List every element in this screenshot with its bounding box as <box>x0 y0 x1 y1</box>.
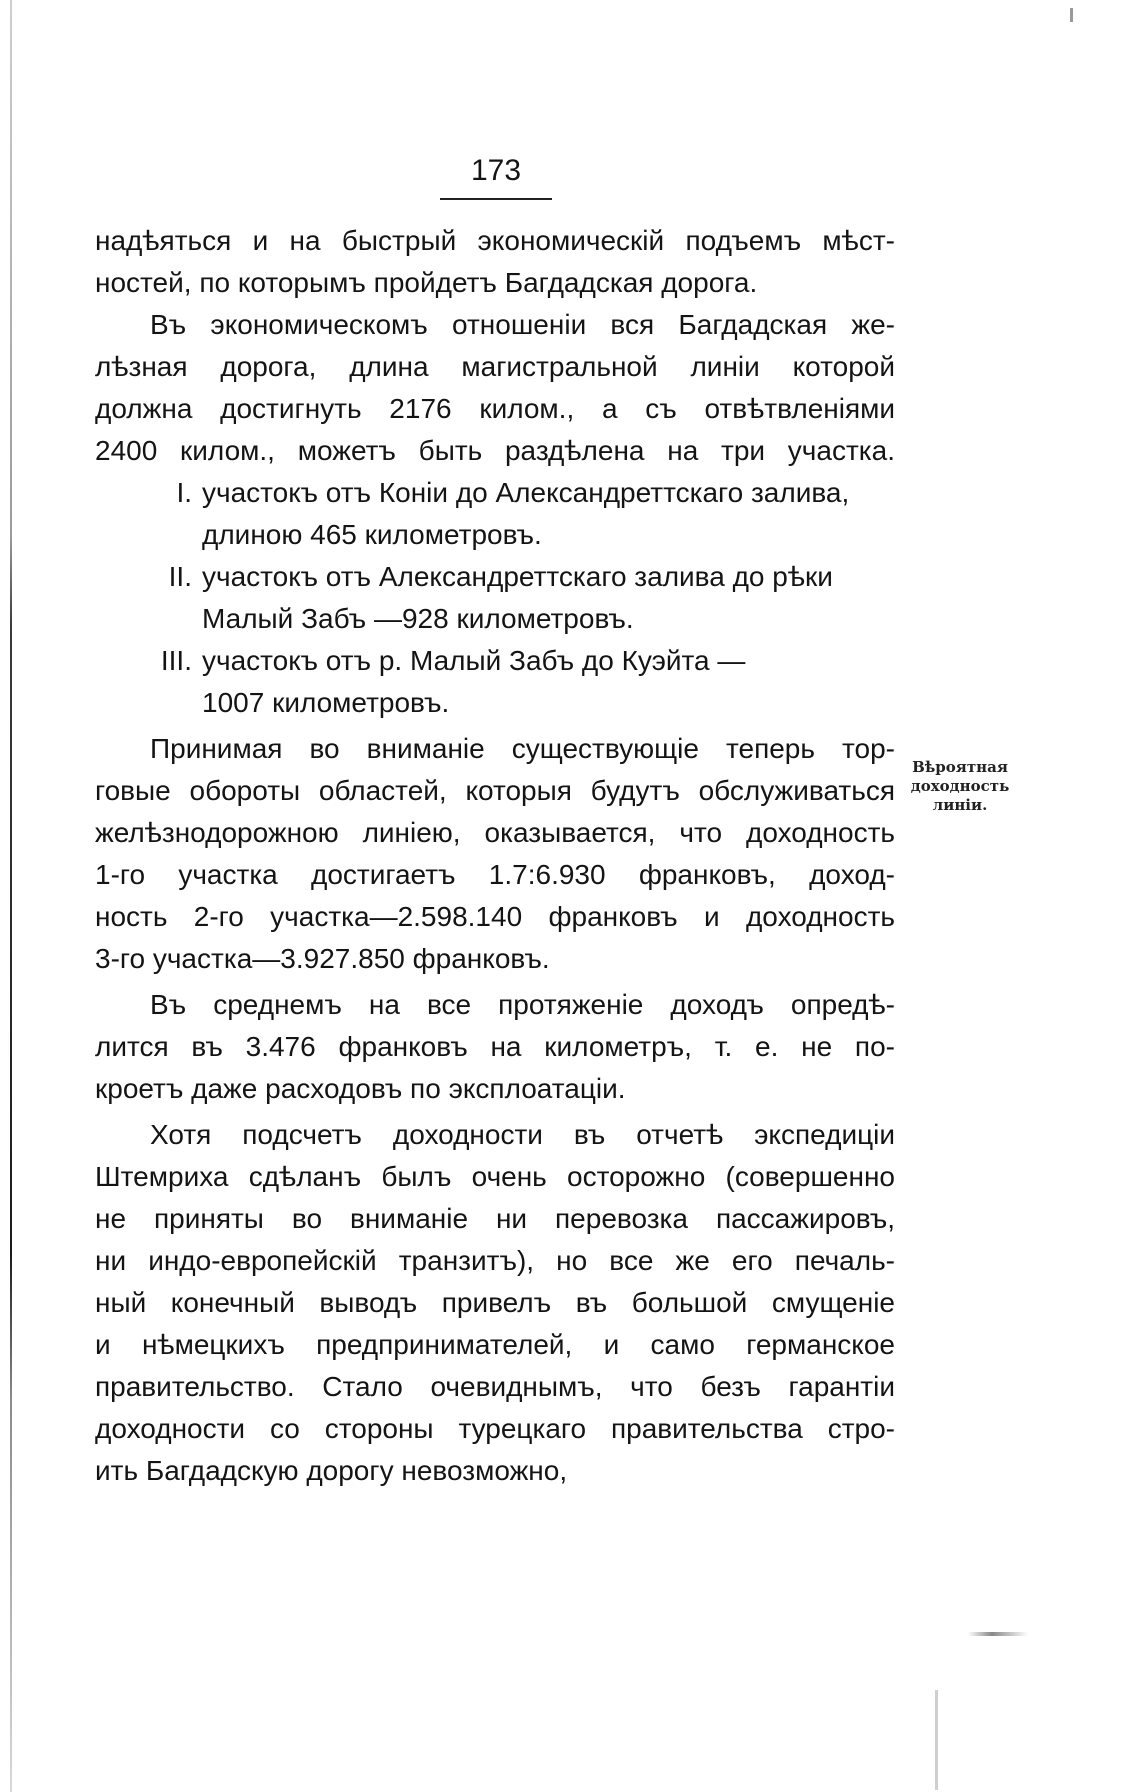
text-line: Малый Забъ —928 километровъ. <box>202 603 634 634</box>
margin-note <box>900 758 1020 815</box>
text-line: ни индо-европейскій транзитъ), но все же его печаль- <box>95 1245 895 1276</box>
scan-mark <box>1070 8 1073 22</box>
text-line: ностей, по которымъ пройдетъ Багдадская дорога. <box>95 267 758 298</box>
text-line: говые обороты областей, которыя будутъ обслуживаться <box>95 775 895 806</box>
text-line: Въ среднемъ на все протяженіе доходъ опредѣ- <box>150 989 895 1020</box>
margin-note-line: доходность <box>910 777 1010 795</box>
text-line: ный конечный выводъ привелъ въ большой смущеніе <box>95 1287 895 1318</box>
list-text: участокъ отъ Коніи до Александреттскаго залива, <box>202 477 850 508</box>
text-line: желѣзнодорожною линіею, оказывается, что доходность <box>95 817 895 848</box>
page-number-rule <box>440 198 552 200</box>
text-line: длиною 465 километровъ. <box>202 519 542 550</box>
text-line: 3-го участка—3.927.850 франковъ. <box>95 943 550 974</box>
scan-left-edge <box>10 0 12 1792</box>
list-item-1 <box>150 472 895 514</box>
text-line: лится въ 3.476 франковъ на километръ, т. е. не по- <box>95 1031 895 1062</box>
scan-smudge-vertical <box>935 1690 938 1790</box>
text-line: ность 2-го участка—2.598.140 франковъ и доходность <box>95 901 895 932</box>
text-line: 1007 километровъ. <box>202 687 450 718</box>
text-line: должна достигнуть 2176 килом., а съ отвѣтвленіями <box>95 393 895 424</box>
text-line: Штемриха сдѣланъ былъ очень осторожно (совершенно <box>95 1161 895 1192</box>
text-line: 2400 килом., можетъ быть раздѣлена на три участка. <box>95 435 895 466</box>
list-item-2 <box>150 556 895 598</box>
text-line: правительство. Стало очевиднымъ, что безъ гарантіи <box>95 1371 895 1402</box>
text-line: кроетъ даже расходовъ по эксплоатаціи. <box>95 1073 626 1104</box>
text-line: надѣяться и на быстрый экономическій подъемъ мѣст- <box>95 225 895 256</box>
scan-smudge <box>968 1632 1028 1636</box>
text-line: не приняты во вниманіе ни перевозка пассажировъ, <box>95 1203 895 1234</box>
text-line: Хотя подсчетъ доходности въ отчетѣ экспедиціи <box>150 1119 895 1150</box>
list-number: I. <box>176 477 192 508</box>
text-line: Принимая во вниманіе существующіе теперь тор- <box>150 733 895 764</box>
list-number: III. <box>160 645 192 676</box>
text-line: лѣзная дорога, длина магистральной линіи которой <box>95 351 895 382</box>
text-line: доходности со стороны турецкаго правительства стро- <box>95 1413 895 1444</box>
list-text: участокъ отъ р. Малый Забъ до Куэйта — <box>202 645 746 676</box>
margin-note-line: линіи. <box>932 796 988 814</box>
margin-note-line: Вѣроятная <box>912 758 1008 776</box>
text-line: 1-го участка достигаетъ 1.7:6.930 франковъ, доход- <box>95 859 895 890</box>
text-line: Въ экономическомъ отношеніи вся Багдадская же- <box>150 309 895 340</box>
page-number: 173 <box>470 154 522 187</box>
list-item-3 <box>150 640 895 682</box>
text-line: и нѣмецкихъ предпринимателей, и само германское <box>95 1329 895 1360</box>
list-number: II. <box>168 561 192 592</box>
text-line: ить Багдадскую дорогу невозможно, <box>95 1455 568 1486</box>
list-text: участокъ отъ Александреттскаго залива до рѣки <box>202 561 833 592</box>
